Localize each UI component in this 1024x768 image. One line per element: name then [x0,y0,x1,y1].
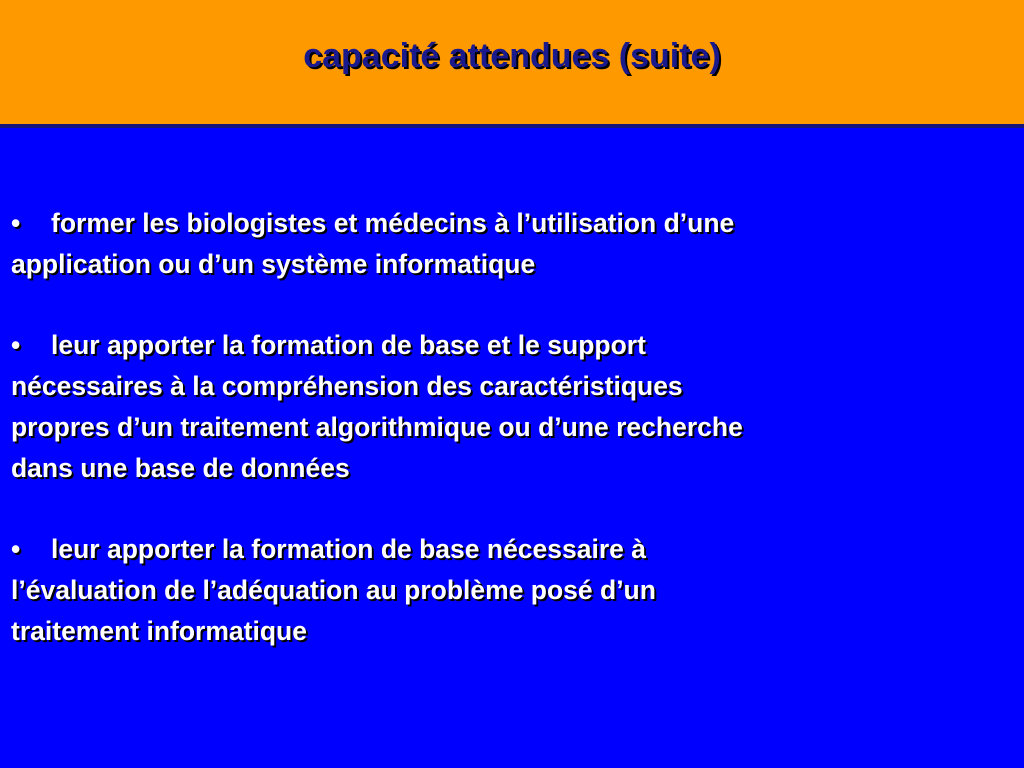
bullet-marker: • [11,330,21,360]
bullet-line: propres d’un traitement algorithmique ou d’une recherche [11,412,743,442]
bullet-item [11,203,1011,285]
slide-body [11,203,1011,692]
bullet-line: dans une base de données [11,453,350,483]
bullet-line: former les biologistes et médecins à l’utilisation d’une [51,208,735,238]
bullet-line: application ou d’un système informatique [11,249,536,279]
slide-title: capacité attendues (suite) [303,37,721,75]
bullet-line: leur apporter la formation de base nécessaire à [51,534,647,564]
bullet-line: traitement informatique [11,616,307,646]
bullet-line: nécessaires à la compréhension des caractéristiques [11,371,683,401]
bullet-marker: • [11,208,21,238]
bullet-item [11,529,1011,652]
bullet-line: l’évaluation de l’adéquation au problème posé d’un [11,575,656,605]
slide-header [0,0,1024,128]
bullet-line: leur apporter la formation de base et le support [51,330,646,360]
bullet-item [11,325,1011,489]
bullet-marker: • [11,534,21,564]
